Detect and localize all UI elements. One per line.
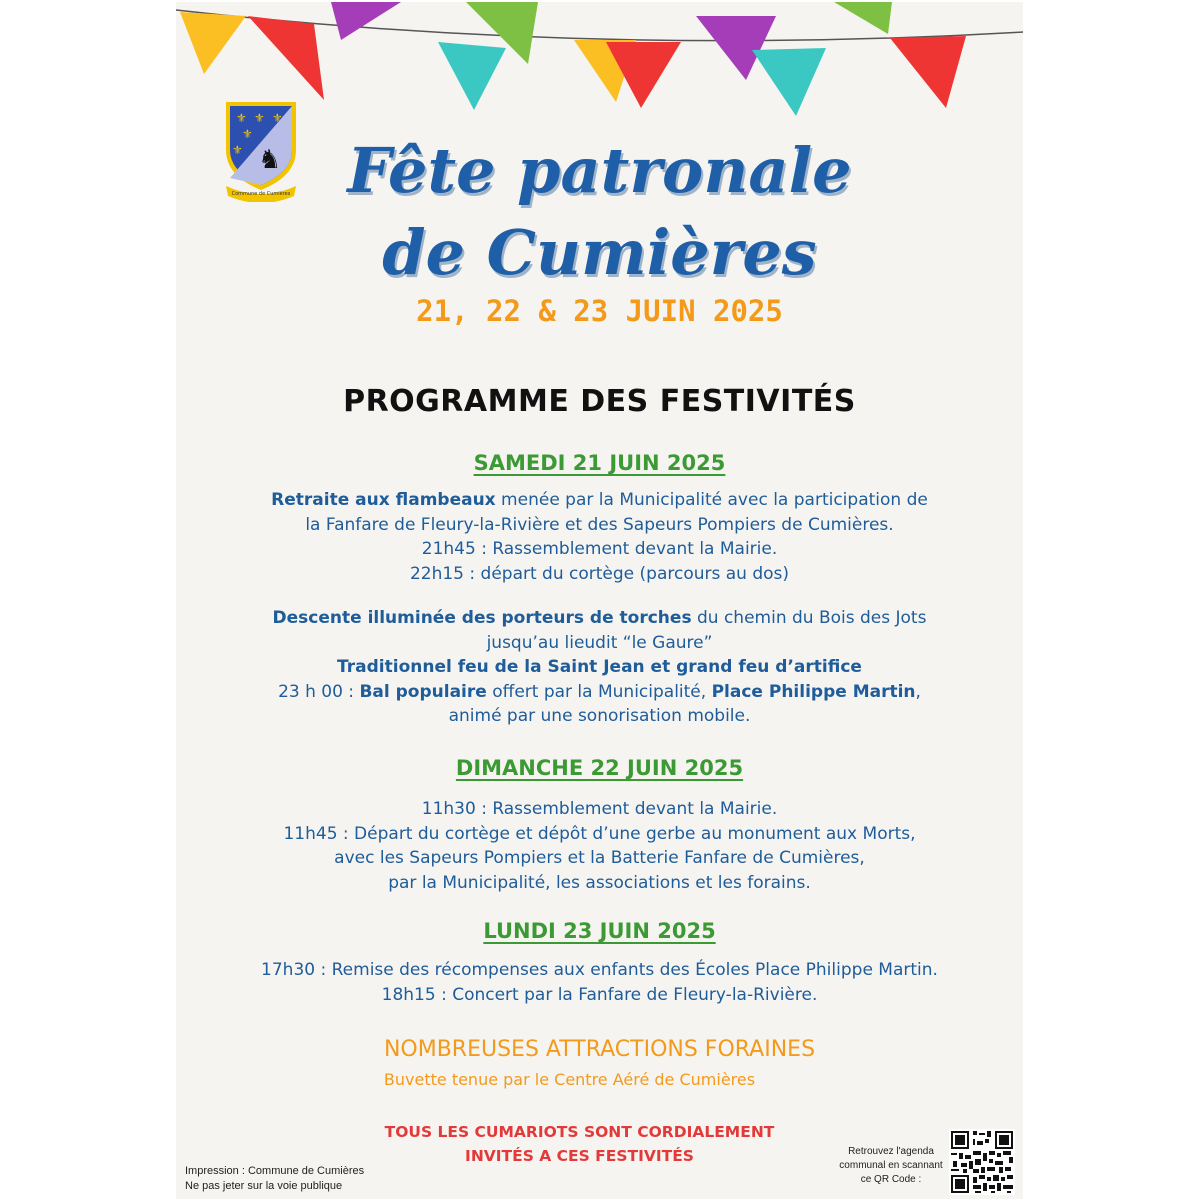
samedi-block-1: Retraite aux flambeaux menée par la Municipalité avec la participation de la Fanfare de Fleury-la-Rivière et des Sapeurs Pompiers de Cumières. 21h45 : Rassemblement devant la Mairie. 22h15 : départ du cortège (parcours au dos) (176, 488, 1023, 586)
svg-text:⚜: ⚜ (236, 111, 247, 125)
invitation-text: TOUS LES CUMARIOTS SONT CORDIALEMENT INVITÉS A CES FESTIVITÉS (384, 1123, 775, 1165)
svg-text:⚜: ⚜ (232, 143, 243, 157)
event-dates: 21, 22 & 23 JUIN 2025 (416, 294, 783, 328)
day-heading-samedi: SAMEDI 21 JUIN 2025 (473, 451, 726, 475)
agenda-note: Retrouvez l'agenda communal en scannant ce QR Code : (839, 1146, 943, 1185)
svg-text:⚜: ⚜ (242, 127, 253, 141)
flag-yellow-1 (180, 12, 246, 74)
flag-red-3 (890, 36, 966, 108)
title-line-2: de Cumières (382, 216, 817, 289)
programme-heading: PROGRAMME DES FESTIVITÉS (343, 384, 856, 419)
flag-teal-2 (752, 48, 826, 116)
day-heading-dimanche: DIMANCHE 22 JUIN 2025 (455, 756, 744, 780)
poster (176, 2, 1023, 1199)
dimanche-block: 11h30 : Rassemblement devant la Mairie. 11h45 : Départ du cortège et dépôt d’une gerbe au monument aux Morts, avec les Sapeurs Pompiers et la Batterie Fanfare de Cumières, par la Municipalité, les associations et les forains. (283, 799, 916, 893)
svg-text:♞: ♞ (258, 145, 282, 175)
qr-code-icon[interactable] (949, 1129, 1015, 1195)
retraite-line: Retraite aux flambeaux menée par la Municipalité avec la participation de (271, 490, 928, 510)
flag-green-2 (834, 2, 892, 34)
descente-line: Descente illuminée des porteurs de torches du chemin du Bois des Jots (272, 608, 927, 628)
flag-red-1 (248, 16, 324, 100)
lundi-block: 17h30 : Remise des récompenses aux enfants des Écoles Place Philippe Martin. 18h15 : Concert par la Fanfare de Fleury-la-Rivière. (261, 960, 938, 1005)
svg-text:Commune de Cumières: Commune de Cumières (231, 191, 291, 197)
flag-teal-1 (438, 42, 506, 110)
buvette-note: Buvette tenue par le Centre Aéré de Cumières (383, 1070, 756, 1089)
attractions-heading: NOMBREUSES ATTRACTIONS FORAINES (383, 1037, 816, 1062)
svg-text:⚜: ⚜ (254, 111, 265, 125)
bal-line: 23 h 00 : Bal populaire offert par la Municipalité, Place Philippe Martin, (278, 681, 921, 702)
impression-note: Impression : Commune de Cumières Ne pas jeter sur la voie publique (185, 1165, 365, 1192)
flag-purple-2 (696, 16, 776, 80)
title-line-1: Fête patronale (347, 134, 852, 207)
day-heading-lundi: LUNDI 23 JUIN 2025 (483, 919, 716, 943)
poster-title (176, 130, 1023, 294)
bunting-decoration (176, 2, 1023, 132)
samedi-block-2: Descente illuminée des porteurs de torches du chemin du Bois des Jots jusqu’au lieudit “le Gaure” Traditionnel feu de la Saint Jean et grand feu d’artifice 23 h 00 : Bal populaire offert par la Municipalité, Place Philippe Martin, animé par une sonorisation mobile. (176, 606, 1023, 729)
svg-text:⚜: ⚜ (272, 111, 283, 125)
flag-purple-1 (331, 2, 401, 40)
